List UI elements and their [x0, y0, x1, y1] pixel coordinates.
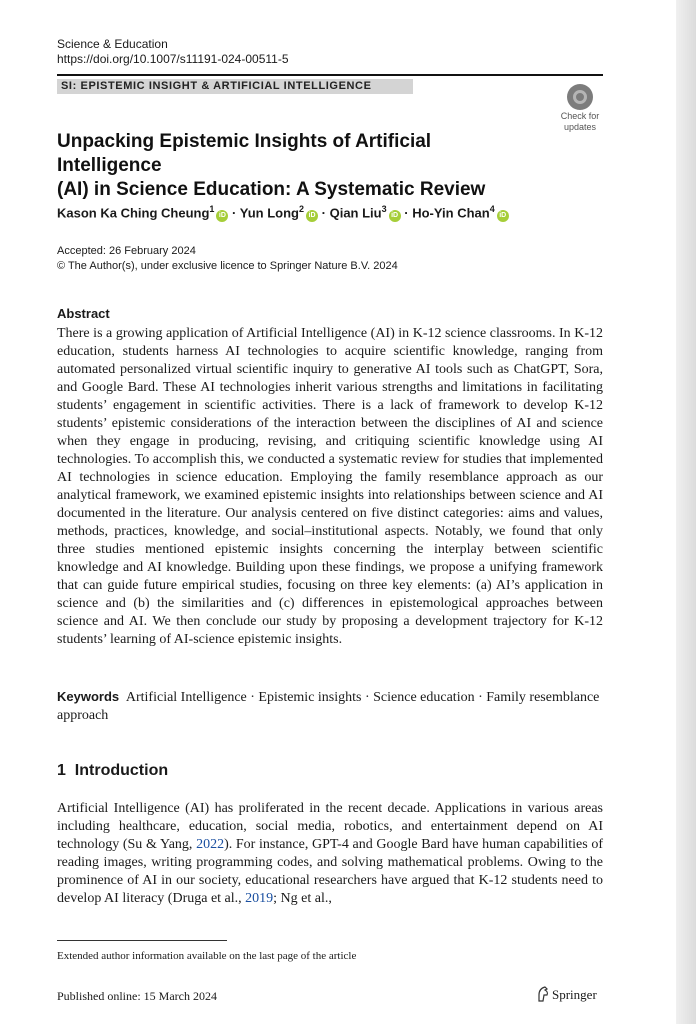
abstract-heading: Abstract: [57, 306, 110, 321]
orcid-icon[interactable]: iD: [389, 210, 401, 222]
keywords: [57, 688, 603, 725]
affiliation-number: 1: [209, 204, 215, 214]
badge-label-2: updates: [563, 122, 597, 132]
orcid-icon[interactable]: iD: [497, 210, 509, 222]
affiliation-number: 2: [298, 204, 304, 214]
section-heading: [57, 762, 168, 780]
article-meta: [57, 244, 398, 274]
intro-paragraph: [57, 800, 603, 908]
springer-horse-icon: [536, 986, 550, 1002]
keywords-text: Artificial Intelligence · Epistemic insights · Science education · Family resemblance approach: [57, 690, 600, 723]
section-number: 1: [57, 762, 66, 779]
special-issue-band: SI: EPISTEMIC INSIGHT & ARTIFICIAL INTELLIGENCE: [57, 79, 413, 94]
journal-name: Science & Education: [57, 37, 168, 51]
author-list: [57, 200, 509, 222]
author-separator: ·: [321, 205, 326, 221]
abstract-text: There is a growing application of Artificial Intelligence (AI) in K-12 science classrooms. In K-12 education, students harness AI technologies to acquire scientific knowledge, ranging from automated personalized virtual scientific inquiry to generative AI tools such as ChatGPT, Sora, and Google Bard. These AI technologies inherit various strengths and limitations in facilitating students’ engagement in scientific activities. There is a lack of framework to develop K-12 students’ epistemic considerations of the interaction between the disciplines of AI and science when they engage in producing, revising, and critiquing scientific knowledge using AI technologies. To accomplish this, we conducted a systematic review for studies that implemented AI technologies in science education. Employing the family resemblance approach as our analytical framework, we examined epistemic insights into relationships between science and AI documented in the literature. Our analysis centered on five distinct categories: aims and values, methods, practices, knowledge, and social–institutional aspects. Notably, we found that only three studies mentioned epistemic insights concerning the interplay between scientific knowledge and AI knowledge. Building upon these findings, we propose a unifying framework that can guide future empirical studies, focusing on three key elements: (a) AI’s application in science and (b) the similarities and (c) differences in epistemological approaches between science and AI. We then conclude our study by proposing a development trajectory for K-12 students’ learning of AI-science epistemic insights.: [57, 326, 603, 647]
citation-link[interactable]: 2019: [245, 891, 274, 906]
published-online: Published online: 15 March 2024: [57, 989, 217, 1003]
author-name[interactable]: Kason Ka Ching Cheung: [57, 205, 210, 221]
author-separator: ·: [232, 205, 237, 221]
intro-text: ; Ng et al.,: [273, 891, 332, 906]
header-rule: [57, 74, 603, 76]
footnote-rule: [57, 940, 227, 941]
check-for-updates-badge[interactable]: [557, 84, 603, 132]
check-for-updates-icon: [567, 84, 593, 110]
orcid-icon[interactable]: iD: [216, 210, 228, 222]
author-name[interactable]: Ho-Yin Chan: [412, 205, 490, 221]
journal-header: [57, 37, 289, 67]
footnote: Extended author information available on the last page of the article: [57, 950, 357, 962]
author-name[interactable]: Yun Long: [239, 205, 299, 221]
affiliation-number: 4: [489, 204, 495, 214]
title-line-1: Unpacking Epistemic Insights of Artificial Intelligence: [57, 131, 432, 176]
author-name[interactable]: Qian Liu: [329, 205, 382, 221]
copyright-notice: © The Author(s), under exclusive licence to Springer Nature B.V. 2024: [57, 260, 398, 272]
intro-text: ). For instance, GPT-4 and Google Bard have human capabilities of reading images, writing programming codes, and solving mathematical problems. Owing to the prominence of AI in our society, educational researchers have argued that K-12 students need to develop AI literacy (Druga et al.,: [57, 837, 603, 906]
accepted-date: Accepted: 26 February 2024: [57, 245, 196, 257]
affiliation-number: 3: [381, 204, 387, 214]
orcid-icon[interactable]: iD: [306, 210, 318, 222]
keywords-label: Keywords: [57, 689, 120, 704]
title-line-2: (AI) in Science Education: A Systematic Review: [57, 179, 486, 200]
doi-link[interactable]: https://doi.org/10.1007/s11191-024-00511-5: [57, 52, 289, 66]
springer-logo: [536, 986, 597, 1003]
author-separator: ·: [404, 205, 409, 221]
citation-link[interactable]: 2022: [196, 837, 225, 852]
section-title: Introduction: [74, 762, 169, 779]
intro-text: Artificial Intelligence (AI) has proliferated in the recent decade. Applications in various areas including healthcare, education, social media, robotics, and entertainment depend on AI technology (Su & Yang,: [57, 801, 603, 852]
page-edge-shadow: [676, 0, 696, 1024]
badge-label-1: Check for: [560, 111, 600, 121]
paper-title: [57, 130, 527, 202]
publisher-name: Springer: [552, 987, 597, 1002]
